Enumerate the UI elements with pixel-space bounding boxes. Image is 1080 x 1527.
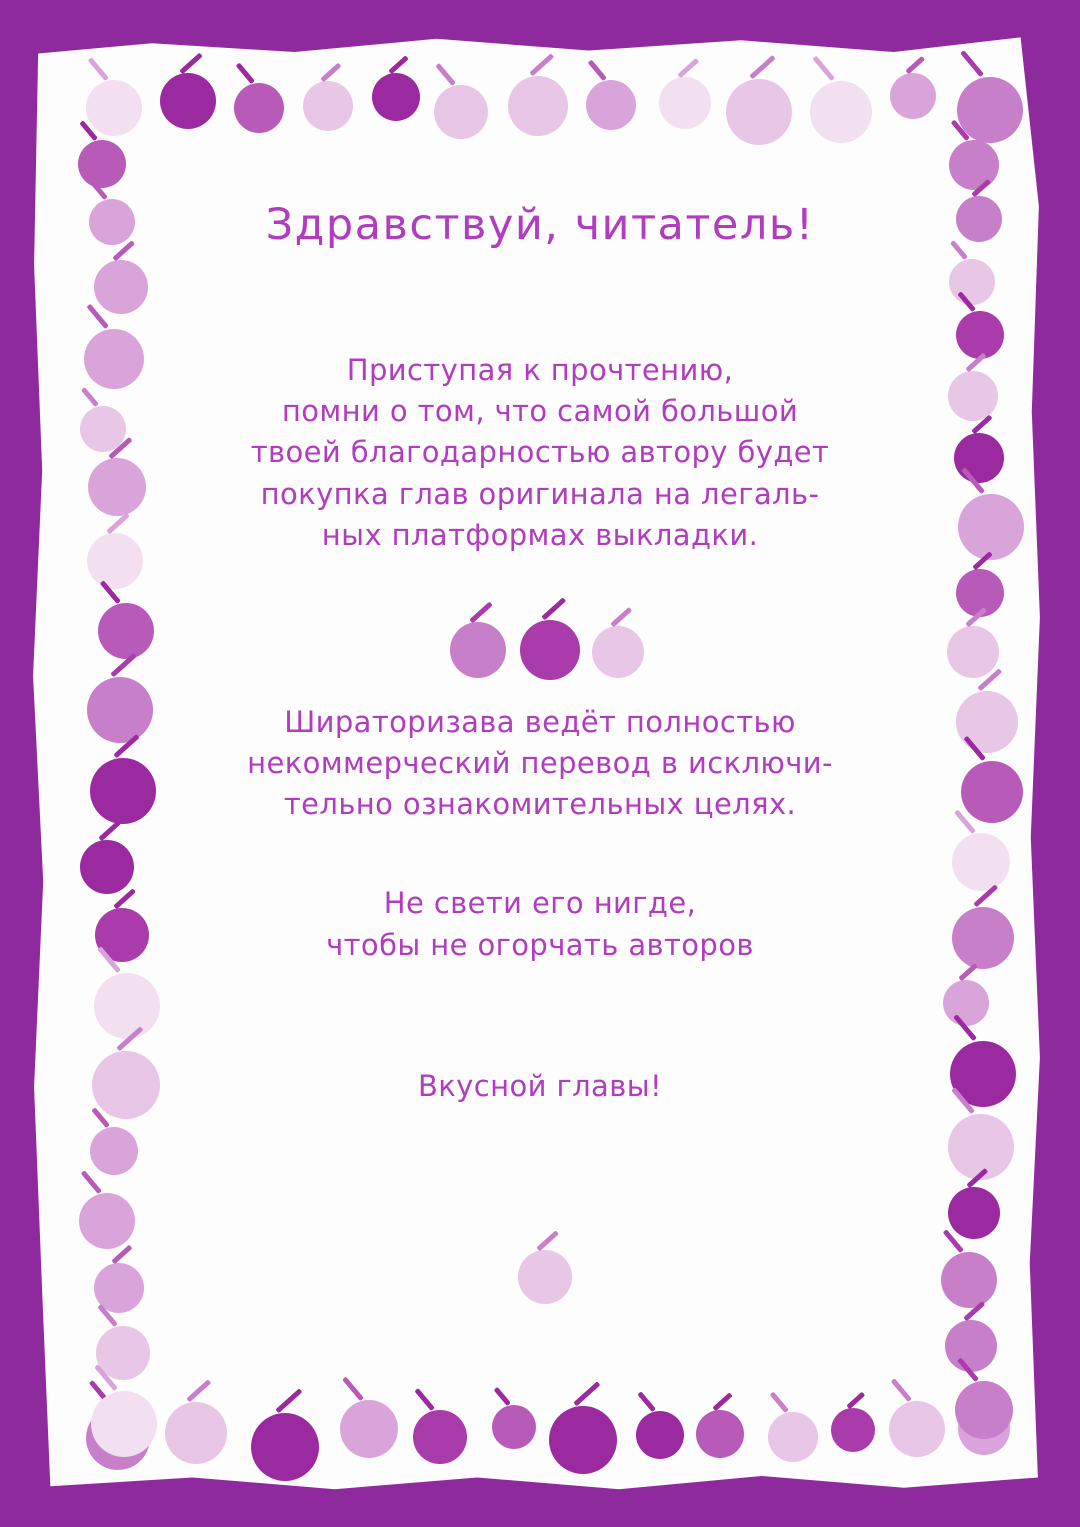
plum-fruit-icon: [450, 622, 506, 678]
p1-line-4: покупка глав оригинала на легаль-: [260, 476, 820, 511]
paragraph-3: [150, 883, 930, 965]
plum-fruit-icon: [520, 620, 580, 680]
p2-line-1: Шираторизава ведёт полностью: [284, 704, 796, 739]
document-content: [150, 200, 930, 1107]
page-title: Здравствуй, читатель!: [265, 200, 815, 250]
p1-line-2: помни о том, что самой большой: [281, 394, 799, 429]
p1-line-5: ных платформах выкладки.: [321, 517, 759, 552]
paragraph-4: [150, 1066, 930, 1107]
p3-line-1: Не свети его нигде,: [383, 886, 697, 921]
plum-stem: [610, 607, 632, 627]
p2-line-3: тельно ознакомительных целях.: [283, 787, 797, 822]
plum-body: [450, 622, 506, 678]
p3-line-2: чтобы не огорчать авторов: [326, 927, 754, 962]
plum-fruit-icon: [592, 626, 644, 678]
p1-line-1: Приступая к прочтению,: [346, 353, 734, 387]
plum-stem: [469, 601, 492, 623]
plum-body: [520, 620, 580, 680]
plum-body: [592, 626, 644, 678]
p4-line-1: Вкусной главы!: [417, 1068, 663, 1103]
divider-fruits: [150, 612, 930, 702]
plum-stem: [541, 598, 566, 621]
p1-line-3: твоей благодарностью автору будет: [250, 435, 830, 470]
paragraph-1: [150, 350, 930, 556]
paragraph-2: [150, 702, 930, 826]
p2-line-2: некоммерческий перевод в исключи-: [247, 746, 833, 781]
